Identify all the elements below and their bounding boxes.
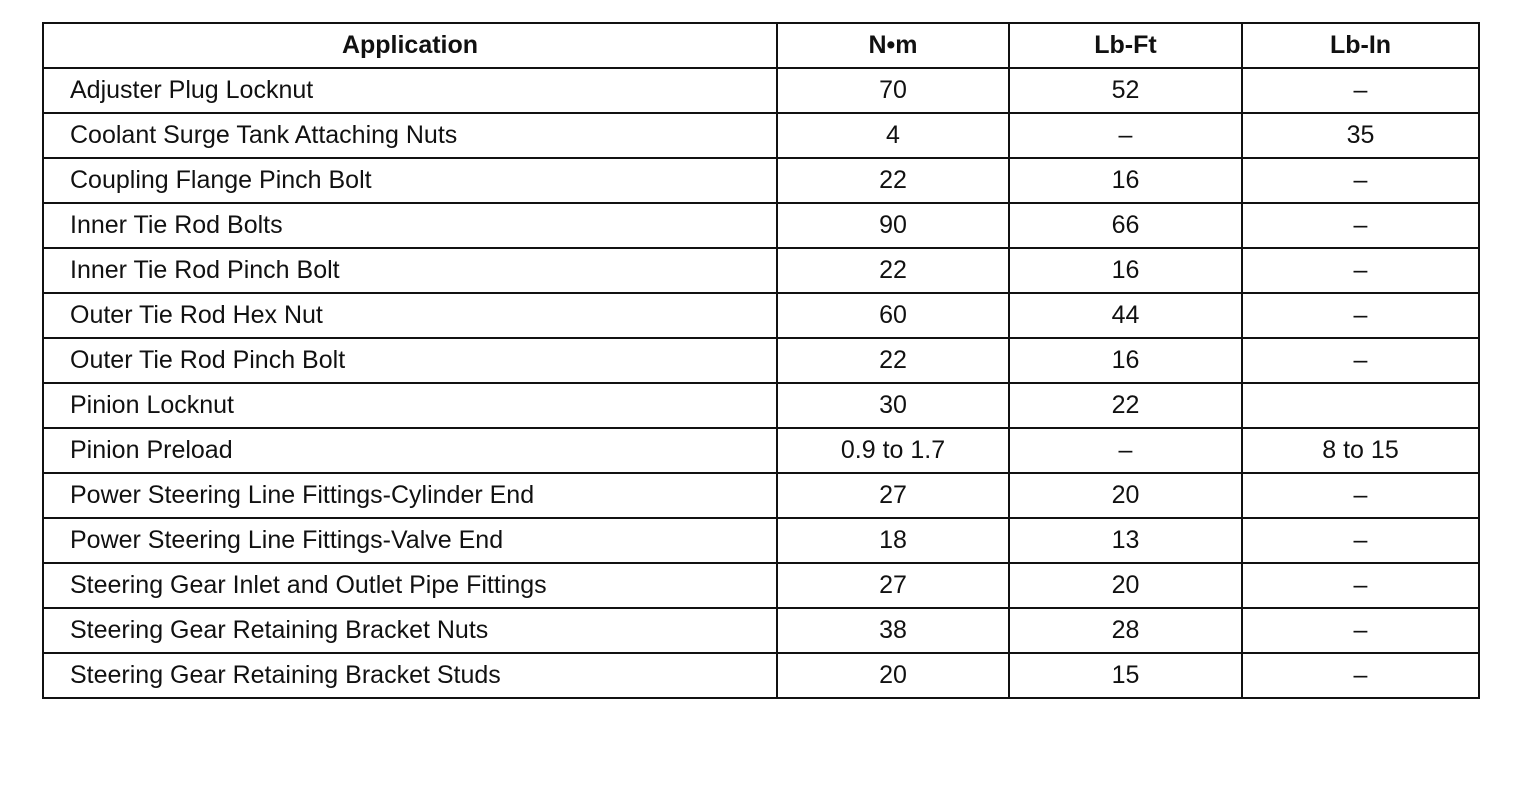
cell-application: Power Steering Line Fittings-Valve End [43, 518, 777, 563]
torque-spec-table [42, 22, 1480, 699]
cell-lbin [1242, 383, 1479, 428]
cell-lbft: – [1009, 113, 1242, 158]
cell-lbin: 8 to 15 [1242, 428, 1479, 473]
table-row [43, 338, 1479, 383]
cell-application: Coolant Surge Tank Attaching Nuts [43, 113, 777, 158]
table-row [43, 473, 1479, 518]
cell-nm: 90 [777, 203, 1009, 248]
cell-lbin: 35 [1242, 113, 1479, 158]
header-lbft: Lb-Ft [1009, 23, 1242, 68]
cell-lbft: 20 [1009, 563, 1242, 608]
cell-nm: 22 [777, 338, 1009, 383]
cell-lbin: – [1242, 338, 1479, 383]
cell-application: Pinion Locknut [43, 383, 777, 428]
cell-lbft: 52 [1009, 68, 1242, 113]
table-row [43, 518, 1479, 563]
cell-application: Steering Gear Inlet and Outlet Pipe Fittings [43, 563, 777, 608]
cell-lbin: – [1242, 203, 1479, 248]
table-header-row [43, 23, 1479, 68]
cell-lbin: – [1242, 518, 1479, 563]
cell-nm: 0.9 to 1.7 [777, 428, 1009, 473]
cell-lbin: – [1242, 158, 1479, 203]
header-nm: N•m [777, 23, 1009, 68]
cell-application: Outer Tie Rod Pinch Bolt [43, 338, 777, 383]
cell-nm: 22 [777, 248, 1009, 293]
cell-nm: 27 [777, 473, 1009, 518]
cell-lbin: – [1242, 563, 1479, 608]
cell-lbin: – [1242, 473, 1479, 518]
cell-application: Outer Tie Rod Hex Nut [43, 293, 777, 338]
table-row [43, 203, 1479, 248]
cell-application: Adjuster Plug Locknut [43, 68, 777, 113]
cell-lbft: – [1009, 428, 1242, 473]
cell-nm: 18 [777, 518, 1009, 563]
table-row [43, 653, 1479, 698]
table-row [43, 113, 1479, 158]
cell-application: Inner Tie Rod Pinch Bolt [43, 248, 777, 293]
table-row [43, 158, 1479, 203]
cell-lbft: 66 [1009, 203, 1242, 248]
cell-lbin: – [1242, 653, 1479, 698]
cell-nm: 20 [777, 653, 1009, 698]
cell-lbft: 13 [1009, 518, 1242, 563]
cell-lbin: – [1242, 608, 1479, 653]
cell-nm: 60 [777, 293, 1009, 338]
cell-lbft: 22 [1009, 383, 1242, 428]
cell-application: Inner Tie Rod Bolts [43, 203, 777, 248]
cell-application: Steering Gear Retaining Bracket Nuts [43, 608, 777, 653]
cell-application: Coupling Flange Pinch Bolt [43, 158, 777, 203]
cell-application: Pinion Preload [43, 428, 777, 473]
cell-lbin: – [1242, 68, 1479, 113]
table-row [43, 293, 1479, 338]
cell-lbft: 16 [1009, 158, 1242, 203]
cell-lbft: 44 [1009, 293, 1242, 338]
table-row [43, 608, 1479, 653]
cell-nm: 70 [777, 68, 1009, 113]
table-row [43, 428, 1479, 473]
table-row [43, 68, 1479, 113]
cell-nm: 4 [777, 113, 1009, 158]
cell-application: Steering Gear Retaining Bracket Studs [43, 653, 777, 698]
table-row [43, 563, 1479, 608]
cell-lbin: – [1242, 248, 1479, 293]
table-row [43, 248, 1479, 293]
cell-lbft: 28 [1009, 608, 1242, 653]
cell-nm: 38 [777, 608, 1009, 653]
table-row [43, 383, 1479, 428]
cell-lbft: 20 [1009, 473, 1242, 518]
cell-application: Power Steering Line Fittings-Cylinder End [43, 473, 777, 518]
header-application: Application [43, 23, 777, 68]
cell-lbft: 16 [1009, 338, 1242, 383]
cell-nm: 27 [777, 563, 1009, 608]
cell-lbin: – [1242, 293, 1479, 338]
cell-nm: 30 [777, 383, 1009, 428]
header-lbin: Lb-In [1242, 23, 1479, 68]
cell-nm: 22 [777, 158, 1009, 203]
torque-spec-table-container [42, 22, 1478, 699]
cell-lbft: 15 [1009, 653, 1242, 698]
cell-lbft: 16 [1009, 248, 1242, 293]
